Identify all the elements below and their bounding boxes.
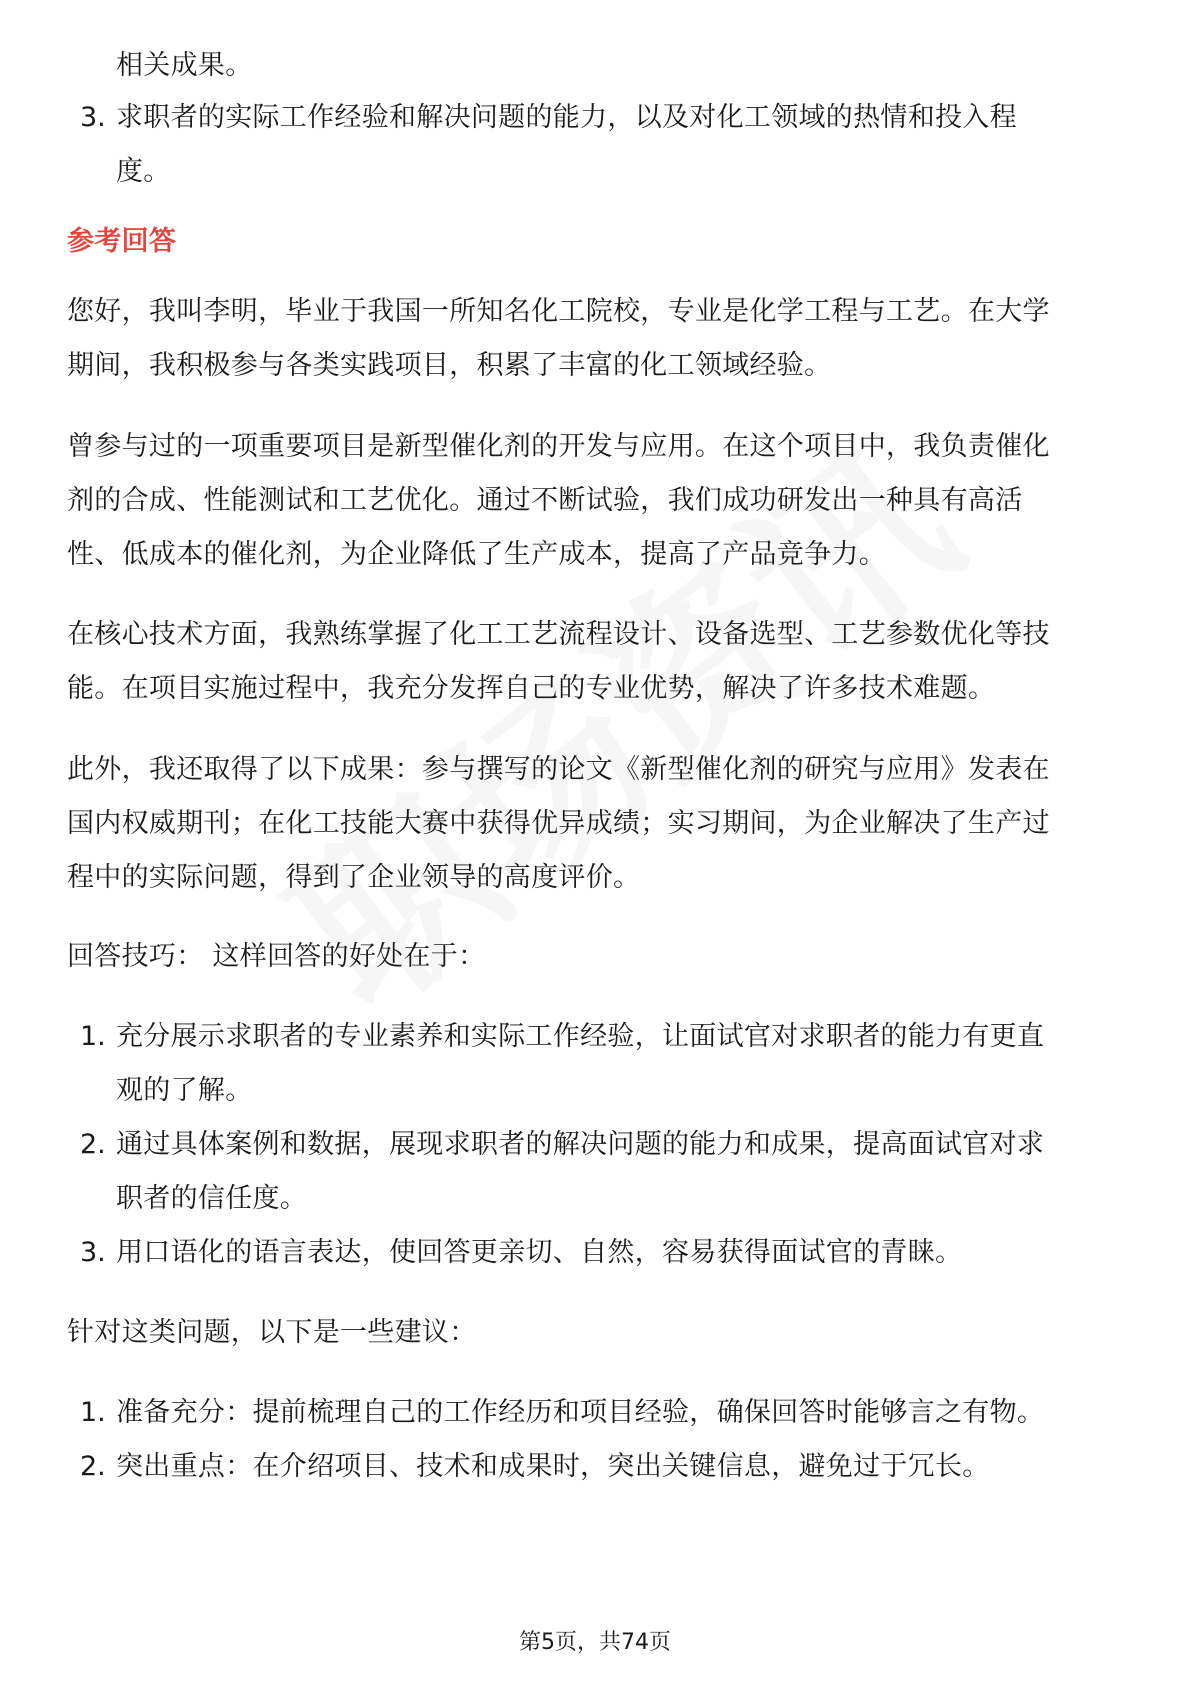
list-item-text: 观的了解。 <box>116 1075 253 1106</box>
list-item-text: 度。 <box>116 156 171 187</box>
paragraph-line: 性、低成本的催化剂，为企业降低了生产成本，提高了产品竞争力。 <box>67 539 886 570</box>
list-number: 2. <box>80 1129 106 1160</box>
list-item-text: 突出重点：在介绍项目、技术和成果时，突出关键信息，避免过于冗长。 <box>116 1451 990 1482</box>
list-item-text: 准备充分：提前梳理自己的工作经历和项目经验，确保回答时能够言之有物。 <box>116 1397 1045 1428</box>
paragraph-line: 剂的合成、性能测试和工艺优化。通过不断试验，我们成功研发出一种具有高活 <box>67 485 1023 516</box>
paragraph-line: 能。在项目实施过程中，我充分发挥自己的专业优势，解决了许多技术难题。 <box>67 673 996 704</box>
page-number: 第5页，共74页 <box>519 1630 671 1655</box>
paragraph-line: 此外，我还取得了以下成果：参与撰写的论文《新型催化剂的研究与应用》发表在 <box>67 754 1050 785</box>
list-item-text: 用口语化的语言表达，使回答更亲切、自然，容易获得面试官的青睐。 <box>116 1237 963 1268</box>
tips-intro: 回答技巧： 这样回答的好处在于： <box>67 941 486 972</box>
section-heading: 参考回答 <box>67 226 177 257</box>
paragraph-line: 期间，我积极参与各类实践项目，积累了丰富的化工领域经验。 <box>67 350 832 381</box>
paragraph-line: 在核心技术方面，我熟练掌握了化工工艺流程设计、设备选型、工艺参数优化等技 <box>67 619 1050 650</box>
list-number: 1. <box>80 1021 106 1052</box>
paragraph-line: 国内权威期刊；在化工技能大赛中获得优异成绩；实习期间，为企业解决了生产过 <box>67 808 1050 839</box>
paragraph-line: 您好，我叫李明，毕业于我国一所知名化工院校，专业是化学工程与工艺。在大学 <box>67 296 1050 327</box>
advice-intro: 针对这类问题，以下是一些建议： <box>67 1317 477 1348</box>
list-number: 1. <box>80 1397 106 1428</box>
list-item-text: 通过具体案例和数据，展现求职者的解决问题的能力和成果，提高面试官对求 <box>116 1129 1045 1160</box>
list-number: 2. <box>80 1451 106 1482</box>
paragraph-line: 程中的实际问题，得到了企业领导的高度评价。 <box>67 862 641 893</box>
paragraph-line: 曾参与过的一项重要项目是新型催化剂的开发与应用。在这个项目中，我负责催化 <box>67 431 1050 462</box>
list-number: 3. <box>80 1237 106 1268</box>
list-item-text: 求职者的实际工作经验和解决问题的能力，以及对化工领域的热情和投入程 <box>116 102 1017 133</box>
list-number: 3. <box>80 102 106 133</box>
list-item-text: 职者的信任度。 <box>116 1183 308 1214</box>
list-item-continuation: 相关成果。 <box>116 50 253 81</box>
list-item-text: 充分展示求职者的专业素养和实际工作经验，让面试官对求职者的能力有更直 <box>116 1021 1045 1052</box>
